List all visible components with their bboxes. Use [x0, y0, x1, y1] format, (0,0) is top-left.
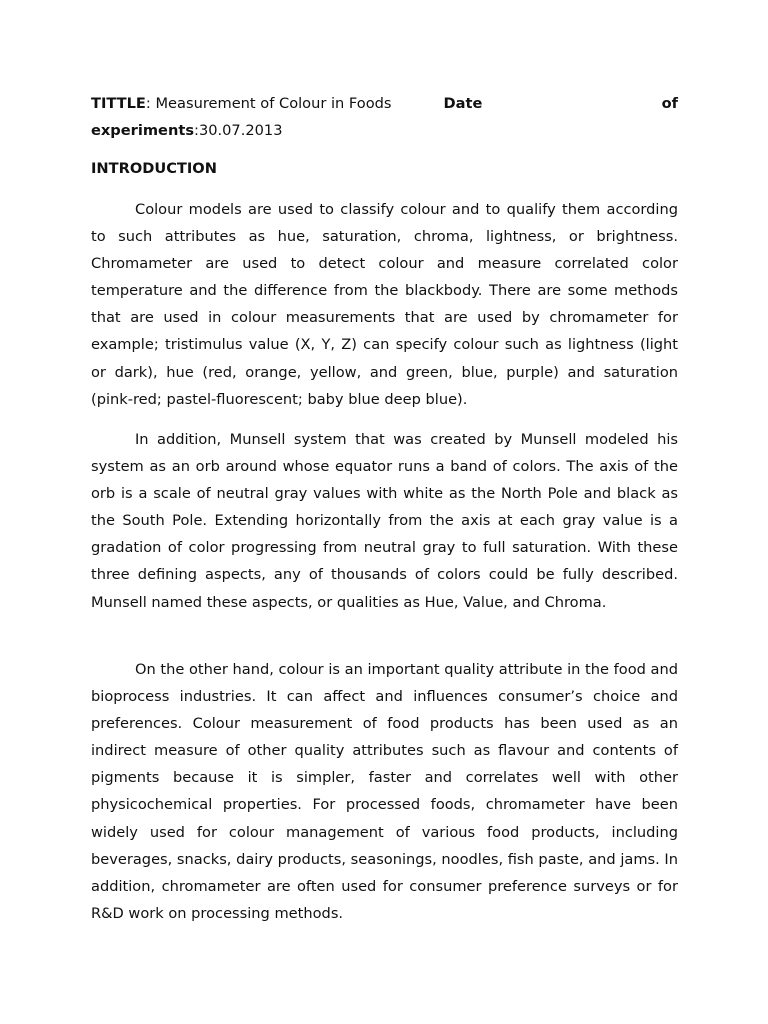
- paragraph: In addition, Munsell system that was created by Munsell modeled his system as an orb around whose equator runs a band of colors. The axis of the orb is a scale of neutral gray values with white as the North Pole and black as the South Pole. Extending horizontally from the axis at each gray value is a gradation of color progressing from neutral gray to full saturation. With these three defining aspects, any of thousands of colors could be fully described. Munsell named these aspects, or qualities as Hue, Value, and Chroma.: [91, 431, 678, 611]
- experiments-label: experiments: [91, 122, 195, 139]
- paragraph: On the other hand, colour is an important quality attribute in the food and bioprocess industries. It can affect and influences consumer’s choice and preferences. Colour measurement of food products has been used as an indirect measure of other quality attributes such as flavour and contents of pigments because it is simpler, faster and correlates well with other physicochemical properties. For processed foods, chromameter have been widely used for colour management of various food products, including beverages, snacks, dairy products, seasonings, noodles, fish paste, and jams. In addition, chromameter are often used for consumer preference surveys or for R&D work on processing methods.: [91, 661, 678, 922]
- title-group: [91, 90, 482, 117]
- paragraph: Colour models are used to classify colour and to qualify them according to such attributes as hue, saturation, chroma, lightness, or brightness. Chromameter are used to detect colour and measure correlated color temperature and the difference from the blackbody. There are some methods that are used in colour measurements that are used by chromameter for example; tristimulus value (X, Y, Z) can specify colour such as lightness (light or dark), hue (red, orange, yellow, and green, blue, purple) and saturation (pink-red; pastel-fluorescent; baby blue deep blue).: [91, 201, 678, 408]
- of-label: of: [661, 95, 678, 112]
- title-label: TITTLE: [91, 95, 146, 112]
- experiments-separator: :: [194, 122, 199, 139]
- title-line: [91, 90, 678, 117]
- experiment-date: 30.07.2013: [198, 122, 283, 139]
- experiments-line: [91, 117, 678, 144]
- title-separator: :: [145, 95, 156, 112]
- title-block: [91, 90, 678, 144]
- title-value: Measurement of Colour in Foods: [155, 95, 392, 112]
- date-label: Date: [443, 95, 483, 112]
- section-heading: INTRODUCTION: [91, 160, 217, 177]
